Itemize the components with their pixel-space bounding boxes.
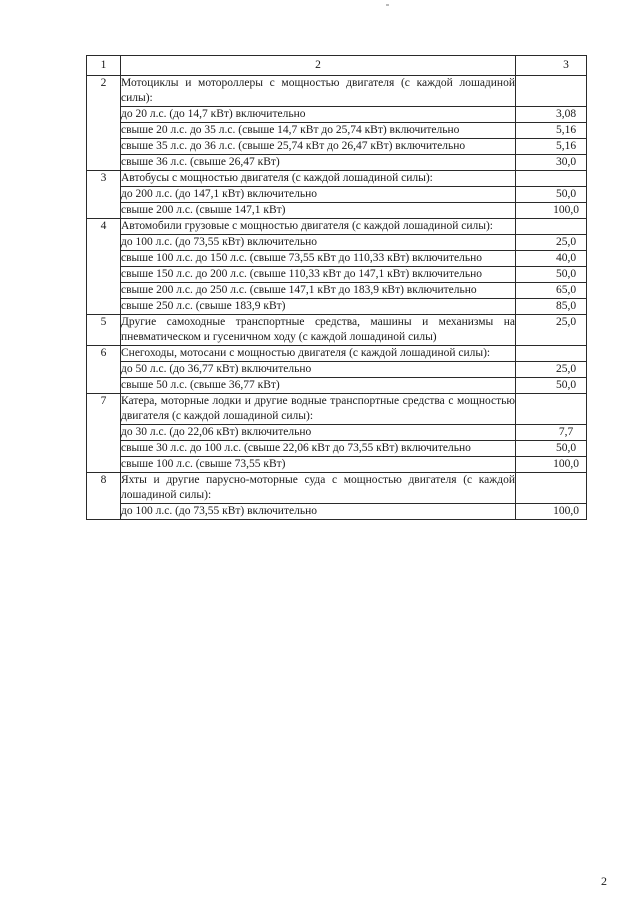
row-description: Яхты и другие парусно-моторные суда с мощностью двигателя (с каждой лошадиной силы): xyxy=(121,473,516,504)
table-row xyxy=(87,107,587,123)
table-row xyxy=(87,441,587,457)
row-rate: 25,0 xyxy=(555,363,577,375)
row-number xyxy=(87,441,121,457)
row-description: Снегоходы, мотосани с мощностью двигателя (с каждой лошадиной силы): xyxy=(121,346,516,362)
row-rate: 30,0 xyxy=(555,156,577,168)
row-number xyxy=(87,362,121,378)
table-row xyxy=(87,346,587,362)
header-col-1: 1 xyxy=(87,56,121,76)
row-rate-cell xyxy=(516,346,587,362)
row-rate: 25,0 xyxy=(555,236,577,248)
row-rate-cell xyxy=(516,219,587,235)
header-col-3-label: 3 xyxy=(563,59,569,71)
row-description: свыше 150 л.с. до 200 л.с. (свыше 110,33 кВт до 147,1 кВт) включительно xyxy=(121,267,516,283)
row-description: до 100 л.с. (до 73,55 кВт) включительно xyxy=(121,504,516,520)
row-rate: 3,08 xyxy=(555,108,577,120)
row-number: 5 xyxy=(87,315,121,346)
row-rate-cell xyxy=(516,299,587,315)
row-number xyxy=(87,235,121,251)
row-description: свыше 200 л.с. до 250 л.с. (свыше 147,1 кВт до 183,9 кВт) включительно xyxy=(121,283,516,299)
row-number xyxy=(87,457,121,473)
row-description: свыше 35 л.с. до 36 л.с. (свыше 25,74 кВт до 26,47 кВт) включительно xyxy=(121,139,516,155)
row-number xyxy=(87,203,121,219)
row-rate: 85,0 xyxy=(555,300,577,312)
table-row xyxy=(87,203,587,219)
row-description: Мотоциклы и мотороллеры с мощностью двигателя (с каждой лошадиной силы): xyxy=(121,76,516,107)
row-number xyxy=(87,251,121,267)
row-description: свыше 200 л.с. (свыше 147,1 кВт) xyxy=(121,203,516,219)
row-rate: 100,0 xyxy=(553,505,579,517)
row-description: Автобусы с мощностью двигателя (с каждой лошадиной силы): xyxy=(121,171,516,187)
row-rate-cell xyxy=(516,362,587,378)
table-row xyxy=(87,425,587,441)
row-description: до 20 л.с. (до 14,7 кВт) включительно xyxy=(121,107,516,123)
table-row xyxy=(87,457,587,473)
row-number xyxy=(87,155,121,171)
row-rate-cell xyxy=(516,425,587,441)
row-description: до 30 л.с. (до 22,06 кВт) включительно xyxy=(121,425,516,441)
row-rate-cell xyxy=(516,473,587,504)
table-row xyxy=(87,155,587,171)
row-number xyxy=(87,267,121,283)
row-rate: 40,0 xyxy=(555,252,577,264)
table-row xyxy=(87,283,587,299)
row-rate-cell xyxy=(516,203,587,219)
row-rate: 100,0 xyxy=(553,204,579,216)
row-rate-cell xyxy=(516,187,587,203)
header-col-2: 2 xyxy=(121,56,516,76)
table-row xyxy=(87,267,587,283)
row-rate-cell xyxy=(516,378,587,394)
row-number xyxy=(87,139,121,155)
row-description: Автомобили грузовые с мощностью двигателя (с каждой лошадиной силы): xyxy=(121,219,516,235)
table-row xyxy=(87,187,587,203)
row-description: до 100 л.с. (до 73,55 кВт) включительно xyxy=(121,235,516,251)
row-number: 4 xyxy=(87,219,121,235)
row-rate: 65,0 xyxy=(555,284,577,296)
row-number xyxy=(87,107,121,123)
row-description: свыше 36 л.с. (свыше 26,47 кВт) xyxy=(121,155,516,171)
row-rate-cell xyxy=(516,123,587,139)
row-description: свыше 30 л.с. до 100 л.с. (свыше 22,06 кВт до 73,55 кВт) включительно xyxy=(121,441,516,457)
header-col-3 xyxy=(516,56,587,76)
row-description: до 200 л.с. (до 147,1 кВт) включительно xyxy=(121,187,516,203)
row-number: 6 xyxy=(87,346,121,362)
table-row xyxy=(87,123,587,139)
row-number: 2 xyxy=(87,76,121,107)
table-row xyxy=(87,171,587,187)
row-description: Другие самоходные транспортные средства, машины и механизмы на пневматическом и гусеничном ходу (с каждой лошадиной силы) xyxy=(121,315,516,346)
row-rate-cell xyxy=(516,394,587,425)
table-row xyxy=(87,473,587,504)
row-number xyxy=(87,299,121,315)
row-rate-cell xyxy=(516,315,587,346)
row-rate: 50,0 xyxy=(555,442,577,454)
row-number: 3 xyxy=(87,171,121,187)
table-row xyxy=(87,362,587,378)
row-rate-cell xyxy=(516,107,587,123)
table-row xyxy=(87,394,587,425)
row-rate: 100,0 xyxy=(553,458,579,470)
table-row xyxy=(87,315,587,346)
row-description: свыше 20 л.с. до 35 л.с. (свыше 14,7 кВт до 25,74 кВт) включительно xyxy=(121,123,516,139)
row-number: 7 xyxy=(87,394,121,425)
table-row xyxy=(87,504,587,520)
row-rate: 50,0 xyxy=(555,379,577,391)
row-rate-cell xyxy=(516,171,587,187)
row-rate-cell xyxy=(516,251,587,267)
row-rate-cell xyxy=(516,441,587,457)
page-number: 2 xyxy=(601,874,607,888)
table-header-row xyxy=(87,56,587,76)
row-description: Катера, моторные лодки и другие водные транспортные средства с мощностью двигателя (с каждой лошадиной силы): xyxy=(121,394,516,425)
table-row xyxy=(87,299,587,315)
row-rate: 25,0 xyxy=(555,316,577,328)
row-rate-cell xyxy=(516,76,587,107)
row-number xyxy=(87,378,121,394)
tax-rate-table xyxy=(86,55,587,520)
row-rate-cell xyxy=(516,504,587,520)
table-row xyxy=(87,378,587,394)
table-row xyxy=(87,76,587,107)
row-rate: 5,16 xyxy=(555,140,577,152)
row-number xyxy=(87,425,121,441)
row-rate: 50,0 xyxy=(555,268,577,280)
row-description: свыше 100 л.с. до 150 л.с. (свыше 73,55 кВт до 110,33 кВт) включительно xyxy=(121,251,516,267)
row-rate: 5,16 xyxy=(555,124,577,136)
row-number xyxy=(87,187,121,203)
row-number xyxy=(87,123,121,139)
row-rate-cell xyxy=(516,283,587,299)
table-row xyxy=(87,139,587,155)
row-number xyxy=(87,283,121,299)
table-row xyxy=(87,251,587,267)
row-number xyxy=(87,504,121,520)
row-description: свыше 100 л.с. (свыше 73,55 кВт) xyxy=(121,457,516,473)
row-rate-cell xyxy=(516,267,587,283)
row-description: свыше 50 л.с. (свыше 36,77 кВт) xyxy=(121,378,516,394)
row-rate-cell xyxy=(516,457,587,473)
row-rate-cell xyxy=(516,139,587,155)
row-description: до 50 л.с. (до 36,77 кВт) включительно xyxy=(121,362,516,378)
row-description: свыше 250 л.с. (свыше 183,9 кВт) xyxy=(121,299,516,315)
row-number: 8 xyxy=(87,473,121,504)
row-rate-cell xyxy=(516,155,587,171)
table-row xyxy=(87,235,587,251)
table-row xyxy=(87,219,587,235)
row-rate: 50,0 xyxy=(555,188,577,200)
row-rate-cell xyxy=(516,235,587,251)
scan-speck xyxy=(386,4,389,6)
row-rate: 7,7 xyxy=(558,426,574,438)
